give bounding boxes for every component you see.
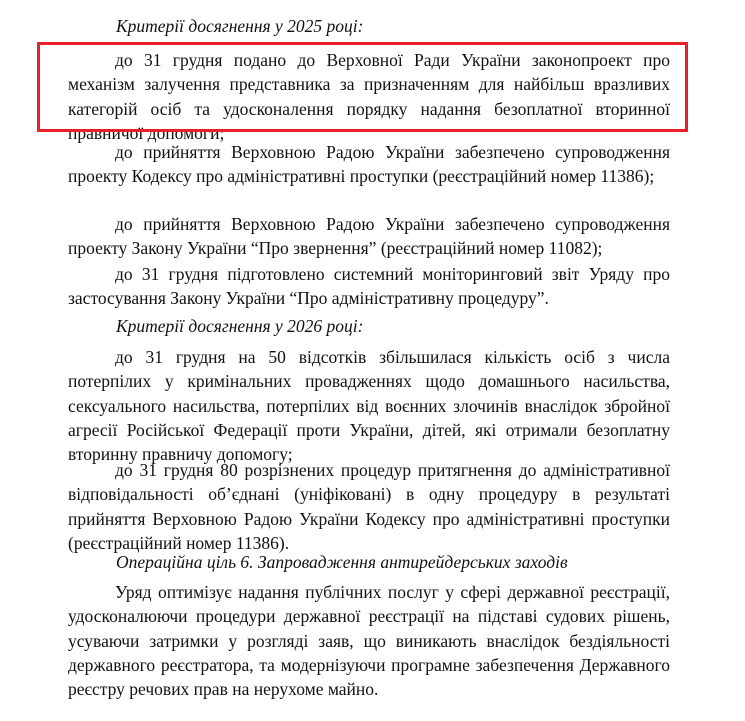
heading-criteria-2025: Критерії досягнення у 2025 році: [116, 16, 364, 36]
paragraph-appeals-law: до прийняття Верховною Радою України забезпечено супроводження проекту Закону України “Про звернення” (реєстраційний номер 11082); [68, 214, 670, 259]
paragraph-victims-legal-aid: до 31 грудня на 50 відсотків збільшилася кількість осіб з числа потерпілих у кримінальних провадженнях щодо домашнього насильства, сексуального насильства, потерпілих від воєнних злочинів внаслідок збройної агресії Російської Федерації проти України, дітей, які отримали безоплатну вторинну правничу допомогу; [68, 347, 670, 465]
paragraph-anti-raider: Уряд оптимізує надання публічних послуг у сфері державної реєстрації, удосконалюючи процедури державної реєстрації на підставі судових рішень, усуваючи затримки у розгляді заяв, що виникають внаслідок бездіяльності державного реєстратора, та модернізуючи програмне забезпечення Державного реєстру речових прав на нерухоме майно. [68, 582, 670, 700]
paragraph-unified-procedure: до 31 грудня 80 розрізнених процедур притягнення до адміністративної відповідальності об’єднані (уніфіковані) в одну процедуру в результаті прийняття Верховною Радою України Кодексу про адміністративні проступки (реєстраційний номер 11386). [68, 460, 670, 553]
paragraph-admin-offenses-code: до прийняття Верховною Радою України забезпечено супроводження проекту Кодексу про адміністративні проступки (реєстраційний номер 11386); [68, 142, 670, 187]
paragraph-legal-aid-bill: до 31 грудня подано до Верховної Ради України законопроект про механізм залучення представника за призначенням для найбільш вразливих категорій осіб та удосконалення порядку надання безоплатної вторинної правничої допомоги; [68, 50, 670, 143]
paragraph-monitoring-report: до 31 грудня підготовлено системний моніторинговий звіт Уряду про застосування Закону України “Про адміністративну процедуру”. [68, 264, 670, 309]
heading-goal-6: Операційна ціль 6. Запровадження антирейдерських заходів [116, 552, 568, 572]
heading-criteria-2026: Критерії досягнення у 2026 році: [116, 316, 364, 336]
